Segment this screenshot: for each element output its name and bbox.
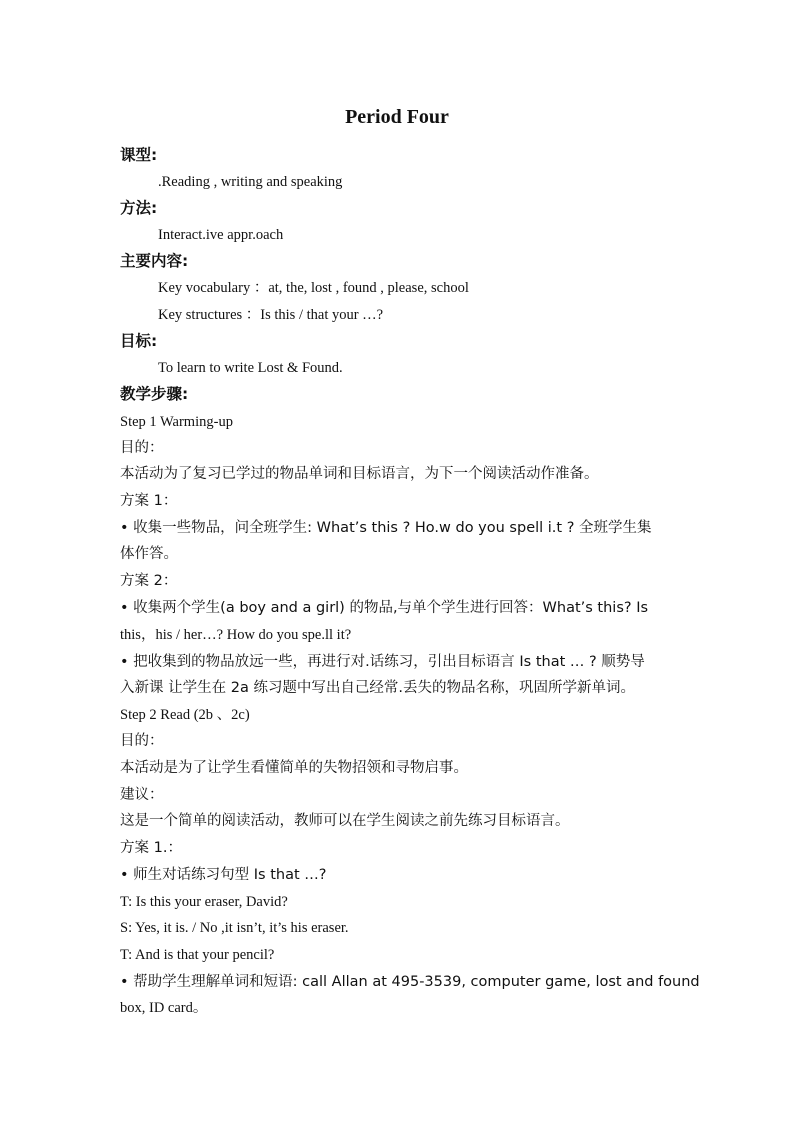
step-2-purpose-label: 目的： [120,733,164,749]
step-2-plan-1-text: • 师生对话练习句型 Is that …? [120,867,327,883]
step-2-suggestion-text: 这是一个简单的阅读活动，教师可以在学生阅读之前先练习目标语言。 [120,813,570,829]
lesson-type-text: .Reading , writing and speaking [158,174,343,190]
step-2-plan-1-label: 方案 1.： [120,840,182,856]
step-1-heading: Step 1 Warming-up [120,414,233,430]
key-structures-text: Key structures ：Is this / that your …? [158,307,384,323]
step-1-plan-2-text-2-cont: 入新课 让学生在 2a 练习题中写出自己经常.丢失的物品名称，巩固所学新单词。 [120,680,636,696]
section-heading-lesson-type: 课型: [120,146,158,164]
method-text: Interact.ive appr.oach [158,227,284,243]
page-title: Period Four [345,106,449,128]
key-vocabulary-text: Key vocabulary ：at, the, lost , found , please, school [158,280,469,296]
step-1-plan-2-text-cont: this，his / her…? How do you spe.ll it? [120,627,352,643]
step-2-purpose-text: 本活动是为了让学生看懂简单的失物招领和寻物启事。 [120,760,468,776]
step-2-plan-1-vocab: • 帮助学生理解单词和短语: call Allan at 495-3539, computer game, lost and found [120,974,700,990]
dialogue-line-1: T: Is this your eraser, David? [120,894,288,910]
section-heading-goal: 目标: [120,332,158,350]
dialogue-line-3: T: And is that your pencil? [120,947,275,963]
step-2-plan-1-vocab-cont: box, ID card。 [120,1000,208,1016]
step-1-plan-2-text-2: • 把收集到的物品放远一些，再进行对.话练习，引出目标语言 Is that … ? 顺势导 [120,654,645,670]
step-1-purpose-text: 本活动为了复习已学过的物品单词和目标语言，为下一个阅读活动作准备。 [120,466,599,482]
step-2-suggestion-label: 建议： [120,787,164,803]
step-1-plan-1-text: • 收集一些物品，问全班学生: What’s this ? Ho.w do you spell i.t ? 全班学生集 [120,520,652,536]
dialogue-line-2: S: Yes, it is. / No ,it isn’t, it’s his eraser. [120,920,349,936]
step-1-plan-2-text: • 收集两个学生(a boy and a girl) 的物品,与单个学生进行回答：What’s this? Is [120,600,649,616]
step-1-plan-1-label: 方案 1： [120,493,178,509]
step-1-plan-1-text-cont: 体作答。 [120,546,178,562]
goal-text: To learn to write Lost & Found. [158,360,343,376]
section-heading-method: 方法: [120,199,158,217]
step-1-purpose-label: 目的： [120,440,164,456]
step-1-plan-2-label: 方案 2： [120,573,178,589]
section-heading-main-content: 主要内容: [120,252,189,270]
section-heading-teaching-steps: 教学步骤: [120,385,189,403]
step-2-heading: Step 2 Read (2b 、2c) [120,707,250,723]
